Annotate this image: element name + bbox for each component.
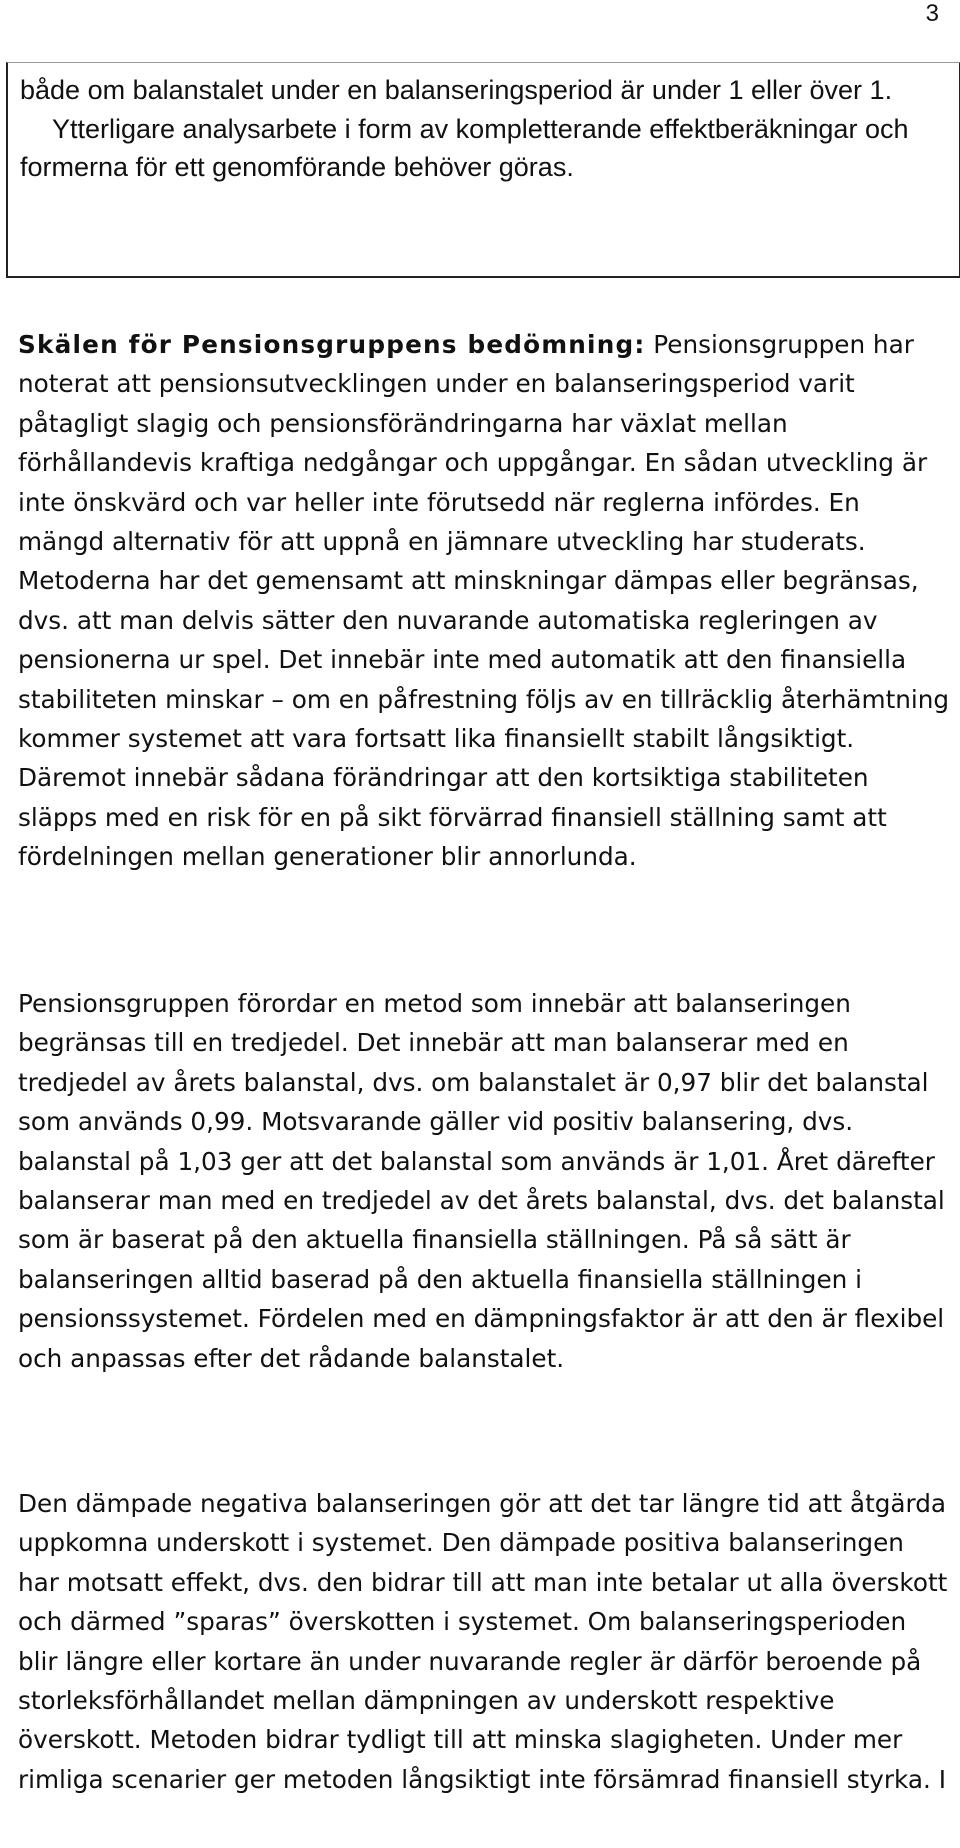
paragraph-assessment [18, 325, 952, 877]
paragraph-recommendation: Pensionsgruppen förordar en metod som innebär att balanseringen begränsas till en tredjedel. Det innebär att man balanserar med en tredjedel av årets balanstal, dvs. om balanstalet är 0,97 blir det balanstal som används 0,99. Motsvarande gäller vid positiv balansering, dvs. balanstal på 1,03 ger att det balanstal som används är 1,01. Året därefter balanserar man med en tredjedel av det årets balanstal, dvs. det balanstal som är baserat på den aktuella finansiella ställningen. På så sätt är balanseringen alltid baserad på den aktuella finansiella ställningen i pensionssystemet. Fördelen med en dämpningsfaktor är att den är flexibel och anpassas efter det rådande balanstalet. [18, 989, 945, 1373]
paragraph-lead-heading: Skälen för Pensionsgruppens bedömning: [18, 330, 646, 359]
paragraph-dampened-balancing: Den dämpade negativa balanseringen gör att det tar längre tid att åtgärda uppkomna underskott i systemet. Den dämpade positiva balanseringen har motsatt effekt, dvs. den bidrar till att man inte betalar ut alla överskott och därmed ”sparas” överskotten i systemet. Om balanseringsperioden blir längre eller kortare än under nuvarande regler är därför beroende på storleksförhållandet mellan dämpningen av underskott respektive överskott. Metoden bidrar tydligt till att minska slagigheten. Under mer rimliga scenarier ger metoden långsiktigt inte försämrad finansiell styrka. I [18, 1489, 948, 1794]
paragraph-assessment-text: Pensionsgruppen har noterat att pensionsutvecklingen under en balanseringsperiod varit påtagligt slagig och pensionsförändringarna har växlat mellan förhållandevis kraftiga nedgångar och uppgångar. En sådan utveckling är inte önskvärd och var heller inte förutsedd när reglerna infördes. En mängd alternativ för att uppnå en jämnare utveckling har studerats. Metoderna har det gemensamt att minskningar dämpas eller begränsas, dvs. att man delvis sätter den nuvarande automatiska regleringen av pensionerna ur spel. Det innebär inte med automatik att den finansiella stabiliteten minskar – om en påfrestning följs av en tillräcklig återhämtning kommer systemet att vara fortsatt lika finansiellt stabilt långsiktigt. Däremot innebär sådana förändringar att den kortsiktiga stabiliteten släpps med en risk för en på sikt förvärrad finansiell ställning samt att fördelningen mellan generationer blir annorlunda. [18, 330, 950, 872]
boxed-paragraph-2: Ytterligare analysarbete i form av kompletterande effektberäkningar och formerna för ett genomförande behöver göras. [20, 113, 909, 182]
boxed-paragraph-1: både om balanstalet under en balanseringsperiod är under 1 eller över 1. [20, 75, 893, 105]
boxed-proposal-excerpt [6, 62, 960, 278]
page-number: 3 [925, 0, 939, 27]
